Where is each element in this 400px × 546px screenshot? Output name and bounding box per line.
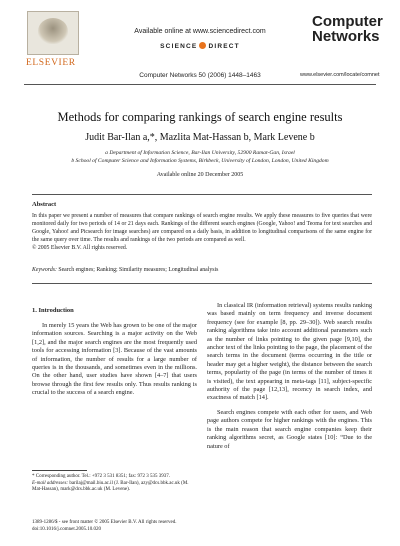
available-online-banner: Available online at www.sciencedirect.com [134, 28, 266, 35]
keywords-list: Search engines; Ranking; Similarity measures; Longitudinal analysis [58, 267, 219, 273]
affiliation-a: a Department of Information Science, Bar-Ilan University, 52900 Ramat-Gan, Israel [105, 150, 295, 156]
sciencedirect-left: SCIENCE [160, 43, 198, 50]
intro-paragraph: In merely 15 years the Web has grown to be one of the major information sources. Searching is a major activity on the Web [1,2], and the major search engines are the most frequently used tools for accessing information [3]. Because of the vast amounts of information, the number of results for a large number of queries is in the thousands, and sometimes even in the millions. On the other hand, user studies have shown [4–7] that users browse through the first few results only. Thus results ranking is crucial to the success of a search engine. [32, 322, 197, 397]
keywords-label: Keywords: [32, 267, 57, 273]
footnote [32, 474, 197, 494]
section-heading: 1. Introduction [32, 307, 74, 314]
left-column [32, 322, 197, 404]
journal-logo-line2: Networks [312, 28, 380, 45]
abstract-body [32, 212, 372, 252]
email-addresses [32, 481, 197, 494]
journal-logo-line1: Computer [312, 13, 383, 30]
online-date: Available online 20 December 2005 [156, 172, 244, 178]
footnote-rule [32, 470, 87, 471]
email-label: E-mail addresses: [32, 480, 69, 486]
right-paragraph-1: In classical IR (information retrieval) systems results ranking was based mainly on term frequency and inverse document frequency (see for example [8, pp. 29–30]). Web search results ranking algorithms take into account additional parameters such as the number of links pointing to the given page [9,10], the anchor text of the links pointing to the page, the placement of the search terms in the document (terms occurring in the title or header may get a higher weight), the distance between the search terms, popularity of the page (in terms of the number of times it is visited), the text appearing in meta-tags [11], subject-specific authority of the page [12,13], recency in search index, and exactness of match [14]. [207, 302, 372, 402]
publisher-name: ELSEVIER [26, 58, 76, 68]
keywords [32, 267, 372, 273]
right-paragraph-2: Search engines compete with each other for users, and Web page authors compete for higher rankings with the engines. This is the main reason that search engine companies keep their ranking algorithms secret, as Google states [10]: “Due to the nature of [207, 408, 372, 450]
sciencedirect-dot-icon [199, 42, 206, 49]
abstract-copyright: © 2005 Elsevier B.V. All rights reserved. [32, 245, 128, 251]
abstract-text: In this paper we present a number of measures that compare rankings of search engine results. We apply these measures to five queries that were monitored daily for two periods of 14 or 21 days each. Rankings of the different search engines (Google, Yahoo! and Teoma for text searches and Google, Yahoo! and Picsearch for image searches) are compared on a daily basis, in addition to longitudinal comparisons of the same engine for the same query over time. The results and rankings of the two periods are compared as well. [32, 213, 372, 243]
abstract-top-rule [32, 194, 372, 195]
doi-line: doi:10.1016/j.comnet.2005.10.020 [32, 526, 102, 532]
email-list: barilaj@mail.biu.ac.il (J. Bar-Ilan), azy@dcs.bbk.ac.uk (M. Mat-Hassan), mark@dcs.bbk.ac.uk (M. Levene). [32, 480, 189, 492]
right-column [207, 302, 372, 457]
bottom-meta [32, 520, 177, 533]
journal-citation: Computer Networks 50 (2006) 1448–1463 [139, 72, 261, 79]
journal-logo [312, 14, 384, 44]
corresponding-author: * Corresponding author. Tel.: +972 3 531 8351; fax: 972 3 535 3937. [32, 474, 171, 479]
affiliation-b: b School of Computer Science and Information Systems, Birkbeck, University of London, London, United Kingdom [71, 158, 329, 164]
article-title: Methods for comparing rankings of search engine results [57, 110, 343, 124]
abstract-bottom-rule [32, 283, 372, 284]
abstract-heading: Abstract [32, 201, 57, 208]
sciencedirect-right: DIRECT [208, 43, 240, 50]
article-authors: Judit Bar-Ilan a,*, Mazlita Mat-Hassan b, Mark Levene b [85, 132, 315, 143]
journal-url[interactable]: www.elsevier.com/locate/comnet [300, 72, 380, 78]
header-rule [24, 84, 376, 85]
issn-line: 1389-1286/$ - see front matter © 2005 Elsevier B.V. All rights reserved. [32, 520, 177, 525]
